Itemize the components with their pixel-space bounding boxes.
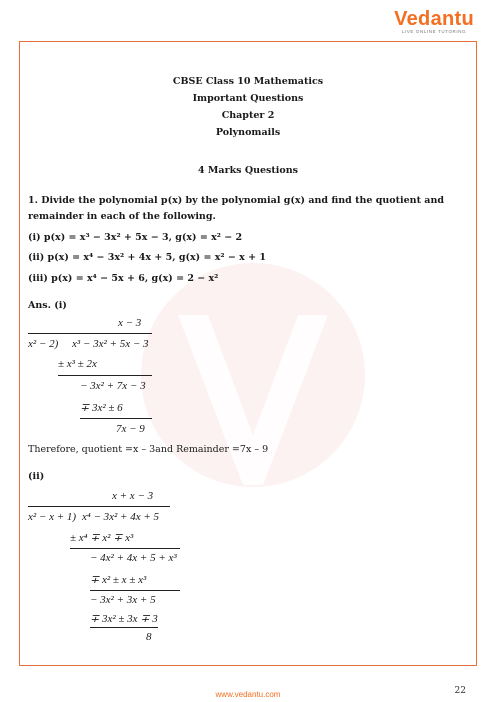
div1-divisor: x² − 2)	[28, 338, 59, 350]
div2-step-3: ∓ x² ± x ± x³	[90, 574, 147, 586]
page-number: 22	[454, 686, 466, 696]
div2-rule-3	[90, 627, 158, 628]
heading-topic: Polynomails	[215, 127, 281, 138]
div1-step-4: 7x − 9	[116, 423, 145, 435]
div2-divisor: x² − x + 1)	[28, 511, 77, 523]
vedantu-watermark-icon	[138, 255, 368, 525]
div2-step-5: ∓ 3x² ± 3x ∓ 3	[90, 613, 158, 625]
question-line-2: remainder in each of the following.	[28, 211, 216, 222]
logo-wordmark: Vedantu	[394, 8, 474, 30]
div2-quotient: x + x − 3	[112, 490, 154, 502]
div1-rule-2	[80, 418, 152, 419]
div1-step-2: − 3x² + 7x − 3	[80, 380, 146, 392]
vedantu-logo	[394, 8, 474, 34]
logo-tagline: LIVE ONLINE TUTORING	[401, 29, 467, 34]
question-part-ii: (ii) p(x) = x⁴ − 3x² + 4x + 5, g(x) = x² − x + 1	[28, 252, 266, 263]
answer-label: Ans. (i)	[28, 300, 67, 311]
div1-step-3: ∓ 3x² ± 6	[80, 402, 123, 414]
div2-step-2: − 4x² + 4x + 5 + x³	[90, 552, 177, 564]
div2-top-line	[28, 506, 170, 507]
div1-dividend: x³ − 3x² + 5x − 3	[72, 338, 149, 350]
question-part-iii: (iii) p(x) = x⁴ − 5x + 6, g(x) = 2 − x²	[28, 273, 219, 284]
div2-step-1: ± x⁴ ∓ x² ∓ x³	[70, 532, 134, 544]
div2-dividend: x⁴ − 3x² + 4x + 5	[82, 511, 160, 523]
div2-step-6: 8	[146, 631, 152, 643]
section-heading: 4 Marks Questions	[198, 165, 298, 176]
heading-course: CBSE Class 10 Mathematics	[172, 76, 324, 87]
div1-step-1: ± x³ ± 2x	[58, 358, 97, 370]
div2-rule-1	[70, 548, 180, 549]
question-part-i: (i) p(x) = x³ − 3x² + 5x − 3, g(x) = x² − 2	[28, 232, 243, 243]
heading-chapter: Chapter 2	[221, 110, 275, 121]
div1-top-line	[28, 333, 152, 334]
div1-rule-1	[58, 375, 152, 376]
div2-rule-2	[90, 590, 180, 591]
div1-quotient: x − 3	[118, 317, 142, 329]
answer-label-ii: (ii)	[28, 471, 45, 482]
question-line-1: 1. Divide the polynomial p(x) by the polynomial g(x) and find the quotient and	[28, 195, 444, 206]
heading-subtitle: Important Questions	[192, 93, 304, 104]
answer-conclusion: Therefore, quotient =x – 3and Remainder =7x – 9	[28, 444, 269, 455]
div2-step-4: − 3x² + 3x + 5	[90, 594, 156, 606]
footer-url[interactable]: www.vedantu.com	[215, 690, 281, 699]
